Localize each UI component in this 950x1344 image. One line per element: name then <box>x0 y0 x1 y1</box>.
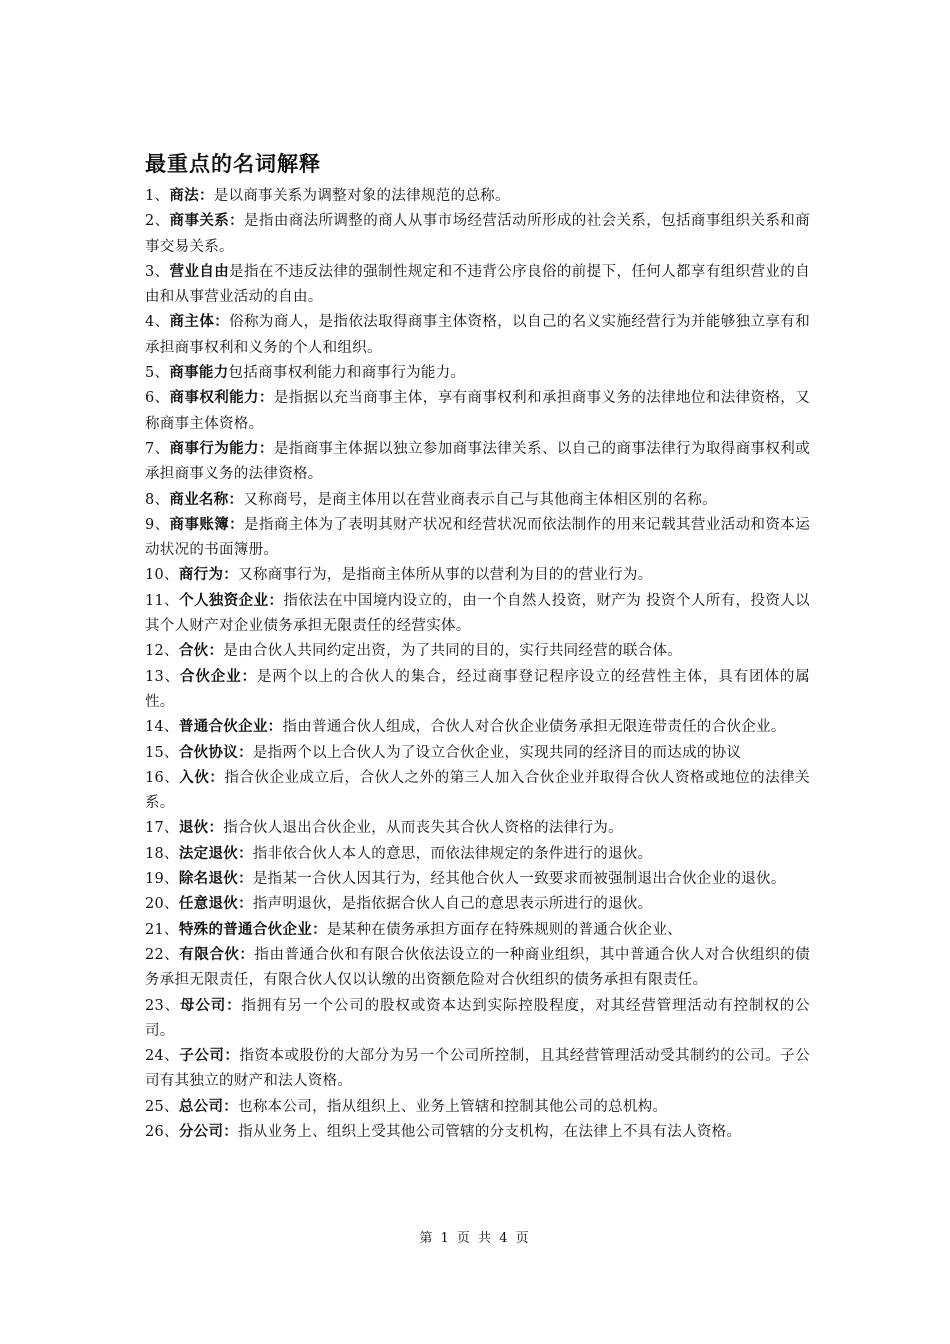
entry-term: 除名退伙 <box>178 871 239 888</box>
page-footer: 第 1 页 共 4 页 <box>419 1231 531 1246</box>
entry-definition: 是指两个以上合伙人为了设立合伙企业，实现共同的经济目的而达成的协议 <box>252 744 742 761</box>
definition-entry <box>145 842 810 867</box>
entry-number: 22、 <box>145 946 180 963</box>
definition-entry <box>145 184 810 209</box>
entry-separator: ： <box>209 769 225 786</box>
definition-entry <box>145 310 810 361</box>
entry-number: 19、 <box>145 871 179 888</box>
definition-entry <box>145 994 810 1045</box>
entry-number: 3、 <box>145 263 170 280</box>
entry-term: 商主体 <box>169 314 215 331</box>
entry-separator: ： <box>238 896 253 913</box>
entry-term: 合伙 <box>178 643 209 660</box>
entry-number: 26、 <box>145 1123 179 1140</box>
entry-definition: 是两个以上的合伙人的集合，经过商事登记程序设立的经营性主体，具有团体的属性。 <box>145 668 811 710</box>
entry-term: 商法 <box>169 188 199 204</box>
entry-definition: 指拥有另一个公司的股权或资本达到实际控股程度，对其经营管理活动有控制权的公司。 <box>145 997 810 1039</box>
definition-entry <box>145 816 810 841</box>
entry-number: 7、 <box>145 440 170 457</box>
entry-number: 8、 <box>145 491 170 508</box>
entry-term: 退伙 <box>178 820 209 837</box>
entry-separator: ： <box>223 567 239 584</box>
entry-term: 分公司 <box>178 1123 224 1140</box>
entry-number: 23、 <box>145 997 181 1014</box>
definition-entry <box>145 766 810 817</box>
entry-definition: 是指由商法所调整的商人从事市场经营活动所形成的社会关系，包括商事组织关系和商事交易关系。 <box>145 213 811 255</box>
definition-entry <box>145 639 810 664</box>
entry-term: 商事账簿 <box>169 516 230 533</box>
entry-term: 任意退伙 <box>178 896 239 913</box>
entry-separator: ： <box>226 997 242 1014</box>
entry-separator: ： <box>258 440 274 457</box>
definition-entry <box>145 209 810 260</box>
entry-number: 9、 <box>145 516 170 533</box>
entry-separator: ： <box>258 390 274 407</box>
entry-definition: 俗称为商人，是指依法取得商事主体资格，以自己的名义实施经营行为并能够独立享有和承担商事权利和义务的个人和组织。 <box>145 314 811 356</box>
entry-term: 有限合伙 <box>179 946 240 963</box>
entry-definition: 是指商事主体据以独立参加商事法律关系、以自己的商事法律行为取得商事权利或承担商事义务的法律资格。 <box>145 440 811 483</box>
definition-entry <box>145 386 810 437</box>
entry-term: 商事权利能力 <box>169 390 259 407</box>
entry-number: 11、 <box>145 592 180 609</box>
entry-number: 4、 <box>145 314 170 331</box>
entry-number: 14、 <box>145 719 179 736</box>
entry-definition: 指声明退伙，是指依据合伙人自己的意思表示所进行的退伙。 <box>252 896 653 913</box>
entry-definition: 是指商主体为了表明其财产状况和经营状况而依法制作的用来记载其营业活动和资本运动状况的书面簿册。 <box>145 516 811 559</box>
definition-entry <box>145 1095 810 1120</box>
entry-separator: ： <box>238 871 253 888</box>
definition-entry <box>145 437 810 488</box>
entry-term: 普通合伙企业 <box>178 719 268 736</box>
entry-term: 营业自由 <box>169 263 230 280</box>
entry-term: 子公司 <box>179 1048 225 1065</box>
entry-definition: 是某种在债务承担方面存在特殊规则的普通合伙企业、 <box>326 921 683 938</box>
entry-term: 法定退伙 <box>178 845 239 862</box>
definition-entry <box>145 563 810 588</box>
entry-number: 21、 <box>145 921 179 938</box>
entry-number: 20、 <box>145 896 179 913</box>
definition-entry <box>145 715 810 740</box>
entry-number: 15、 <box>145 744 179 761</box>
entry-number: 12、 <box>145 643 179 660</box>
entry-number: 5、 <box>145 365 170 382</box>
page-title: 最重点的名词解释 <box>145 152 321 176</box>
definition-entry <box>145 741 810 766</box>
entry-definition: 指依法在中国境内设立的，由一个自然人投资，财产为 投资个人所有，投资人以其个人财产对企业债务承担无限责任的经营实体。 <box>145 592 810 635</box>
entry-term: 合伙企业 <box>180 668 242 685</box>
entry-definition: 又称商事行为，是指商主体所从事的以营利为目的的营业行为。 <box>238 567 653 584</box>
definition-entry <box>145 665 810 716</box>
entry-separator: ： <box>223 1123 239 1140</box>
entry-term: 特殊的普通合伙企业 <box>178 921 313 938</box>
definition-entry <box>145 892 810 917</box>
entry-term: 商业名称 <box>169 491 229 508</box>
entry-separator: ： <box>214 314 230 331</box>
entry-term: 母公司 <box>180 997 227 1014</box>
entry-number: 24、 <box>145 1048 180 1065</box>
entry-definition: 是由合伙人共同约定出资，为了共同的目的，实行共同经营的联合体。 <box>223 643 683 660</box>
entry-term: 个人独资企业 <box>179 592 269 609</box>
entry-number: 17、 <box>145 820 179 837</box>
entry-separator: ： <box>238 845 253 862</box>
definition-entry <box>145 488 810 513</box>
entry-separator: ： <box>241 668 257 685</box>
entry-separator: ： <box>229 516 245 533</box>
entry-term: 入伙 <box>179 769 210 786</box>
entry-definition: 是指在不违反法律的强制性规定和不违背公序良俗的前提下，任何人都享有组织营业的自由和从事营业活动的自由。 <box>145 263 811 306</box>
entry-number: 18、 <box>145 845 179 862</box>
entry-definition: 指由普通合伙和有限合伙依法设立的一种商业组织，其中普通合伙人对合伙组织的债务承担无限责任，有限合伙人仅以认缴的出资额危险对合伙组织的债务承担有限责任。 <box>145 946 810 989</box>
entry-number: 2、 <box>145 213 170 230</box>
entry-separator: ： <box>238 744 253 761</box>
entry-number: 6、 <box>145 390 170 407</box>
entry-separator: ： <box>268 592 284 609</box>
entry-definition: 指非依合伙人本人的意思，而依法律规定的条件进行的退伙。 <box>252 845 653 862</box>
entry-definition: 指从业务上、组织上受其他公司管辖的分支机构，在法律上不具有法人资格。 <box>238 1123 742 1140</box>
definition-entry <box>145 589 810 640</box>
definition-entry <box>145 361 810 386</box>
entry-separator: ： <box>229 213 245 230</box>
entry-term: 商事关系 <box>169 213 230 230</box>
entry-number: 13、 <box>145 668 181 685</box>
entry-number: 25、 <box>145 1098 179 1115</box>
entry-term: 总公司 <box>178 1098 224 1115</box>
entry-separator: ： <box>239 946 255 963</box>
entry-term: 合伙协议 <box>178 744 239 761</box>
entry-definition: 是以商事关系为调整对象的法律规范的总称。 <box>213 188 510 204</box>
entry-separator: ： <box>312 921 327 938</box>
entry-definition: 指合伙人退出合伙企业，从而丧失其合伙人资格的法律行为。 <box>223 820 623 837</box>
entry-definition: 是指某一合伙人因其行为，经其他合伙人一致要求而被强制退出合伙企业的退伙。 <box>252 871 786 888</box>
entry-definition: 指合伙企业成立后，合伙人之外的第三人加入合伙企业并取得合伙人资格或地位的法律关系。 <box>145 769 810 812</box>
entry-number: 1、 <box>145 188 170 204</box>
entry-term: 商事行为能力 <box>169 440 259 457</box>
entry-number: 16、 <box>145 769 180 786</box>
definition-entry <box>145 260 810 311</box>
entry-term: 商事能力 <box>169 365 229 382</box>
entry-term: 商行为 <box>178 567 224 584</box>
entry-number: 10、 <box>145 567 179 584</box>
definition-list <box>145 184 810 1145</box>
entry-separator: ： <box>267 719 283 736</box>
definition-entry <box>145 1120 810 1145</box>
entry-separator: ： <box>208 643 224 660</box>
definition-entry <box>145 513 810 564</box>
definition-entry <box>145 867 810 892</box>
entry-separator: ： <box>224 1048 240 1065</box>
entry-definition: 也称本公司，指从组织上、业务上管辖和控制其他公司的总机构。 <box>238 1098 668 1115</box>
entry-definition: 包括商事权利能力和商事行为能力。 <box>228 365 466 382</box>
entry-definition: 是指据以充当商事主体，享有商事权利和承担商事义务的法律地位和法律资格，又称商事主体资格。 <box>145 390 811 432</box>
entry-definition: 又称商号，是商主体用以在营业商表示自己与其他商主体相区别的名称。 <box>243 491 717 508</box>
entry-definition: 指资本或股份的大部分为另一个公司所控制，且其经营管理活动受其制约的公司。子公司有其独立的财产和法人资格。 <box>145 1048 810 1090</box>
definition-entry <box>145 918 810 943</box>
entry-separator: ： <box>223 1098 239 1115</box>
entry-separator: ： <box>228 491 244 508</box>
document-body <box>145 148 810 1145</box>
definition-entry <box>145 943 810 994</box>
definition-entry <box>145 1044 810 1095</box>
entry-separator: ： <box>198 188 214 204</box>
entry-definition: 指由普通合伙人组成，合伙人对合伙企业债务承担无限连带责任的合伙企业。 <box>282 719 786 736</box>
entry-separator: ： <box>208 820 224 837</box>
